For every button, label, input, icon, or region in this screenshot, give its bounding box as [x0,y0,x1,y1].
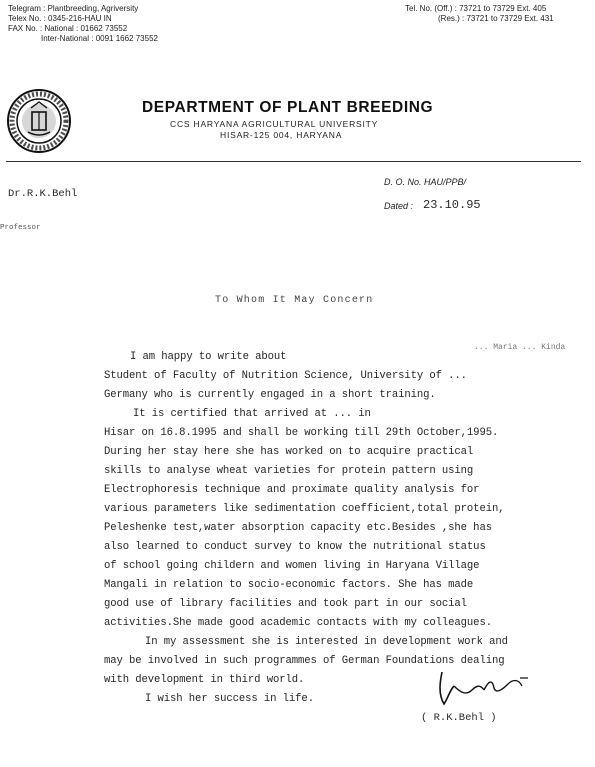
body-line: Mangali in relation to socio-economic factors. She has made [104,579,474,591]
fax-national-line: FAX No. : National : 01662 73552 [8,24,128,33]
body-line: also learned to conduct survey to know the nutritional status [104,541,486,553]
body-line: In my assessment she is interested in development work and [145,636,508,648]
university-seal-logo [6,88,72,154]
body-line: good use of library facilities and took part in our social [104,598,467,610]
department-title: DEPARTMENT OF PLANT BREEDING [142,99,434,116]
body-line: During her stay here she has worked on to acquire practical [104,446,474,458]
tel-residence-line: (Res.) : 73721 to 73729 Ext. 431 [438,14,554,23]
reference-number: D. O. No. HAU/PPB/ [384,177,467,187]
signatory-name: ( R.K.Behl ) [421,712,497,724]
body-line: activities.She made good academic contacts with my colleagues. [104,617,492,629]
body-line: It is certified that arrived at ... in [133,408,371,420]
body-line: Peleshenke test,water absorption capacity etc.Besides ,she has [104,522,492,534]
telex-line: Telex No. : 0345-216-HAU IN [8,14,112,23]
salutation: To Whom It May Concern [215,295,374,306]
body-line: skills to analyse wheat varieties for protein pattern using [104,465,474,477]
telegram-line: Telegram : Plantbreeding, Agriversity [8,4,139,13]
sender-name: Dr.R.K.Behl [8,188,78,200]
body-line: with development in third world. [104,674,305,686]
body-line: may be involved in such programmes of German Foundations dealing [104,655,505,667]
body-line: I wish her success in life. [145,693,314,705]
university-name: CCS HARYANA AGRICULTURAL UNIVERSITY [170,119,379,129]
body-line: Student of Faculty of Nutrition Science, University of ... [104,370,467,382]
tel-office-line: Tel. No. (Off.) : 73721 to 73729 Ext. 405 [405,4,547,13]
date-label: Dated : [384,201,414,211]
body-line: various parameters like sedimentation coefficient,total protein, [104,503,505,515]
university-city: HISAR-125 004, HARYANA [220,130,343,140]
body-line: of school going childern and women living in Haryana Village [104,560,480,572]
header-divider [6,161,581,162]
date-value: 23.10.95 [423,198,481,212]
body-line: I am happy to write about [130,351,287,363]
handwritten-signature [430,668,550,710]
body-line: Hisar on 16.8.1995 and shall be working till 29th October,1995. [104,427,499,439]
body-line: Electrophoresis technique and proximate quality analysis for [104,484,480,496]
faint-student-name: ... Maria ... Kinda [474,343,566,352]
fax-international-line: Inter-National : 0091 1662 73552 [41,34,158,43]
sender-title: Professor [0,224,41,232]
body-line: Germany who is currently engaged in a short training. [104,389,436,401]
